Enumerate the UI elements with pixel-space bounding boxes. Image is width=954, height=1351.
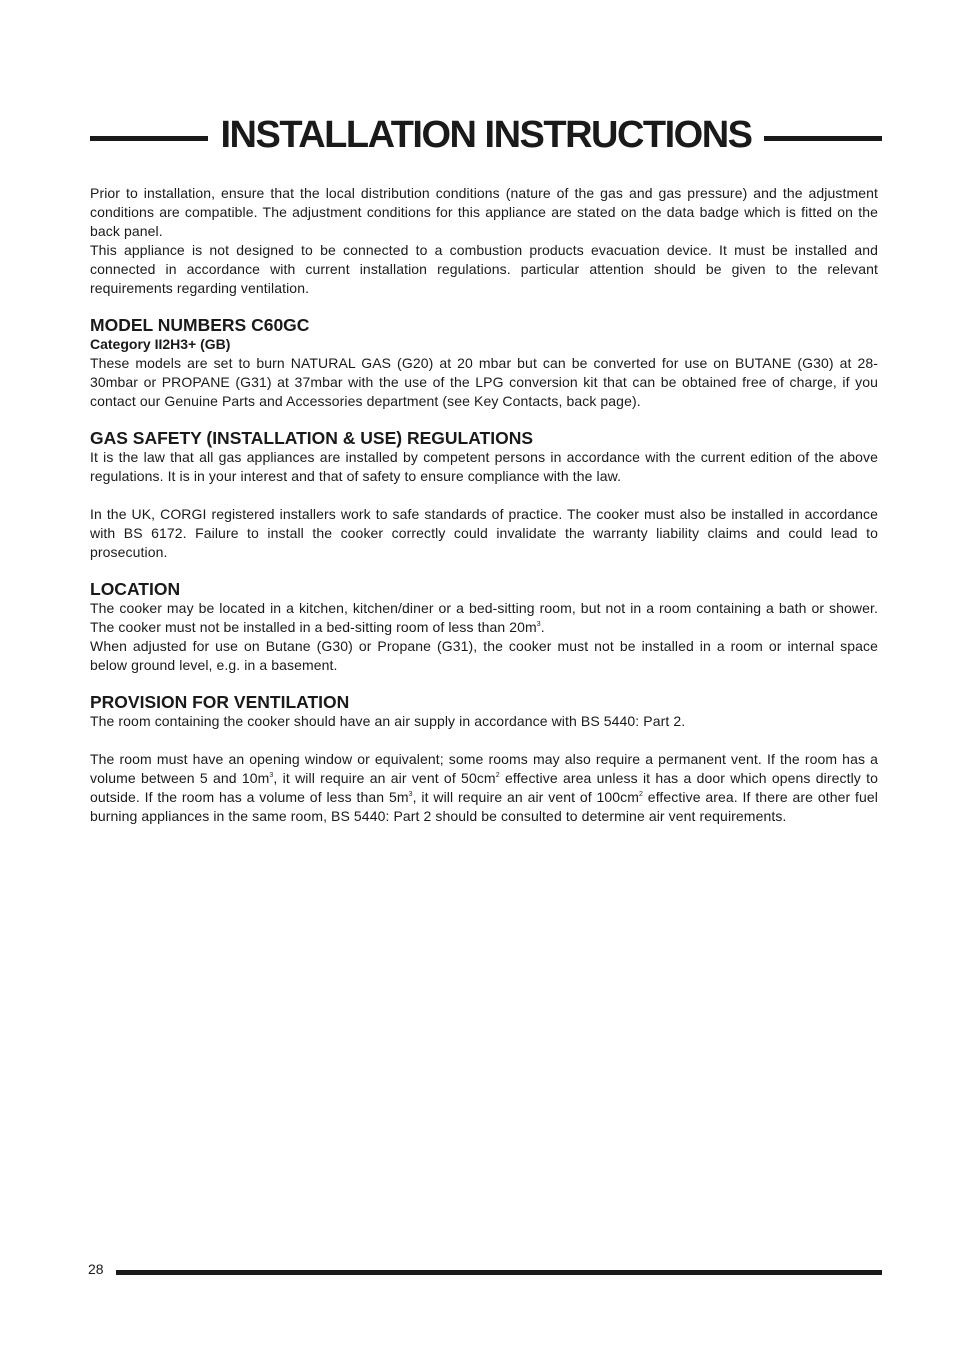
ventilation-paragraph-1: The room containing the cooker should have an air supply in accordance with BS 5440: Part 2. [90, 713, 686, 729]
document-body [90, 184, 878, 826]
model-paragraph: These models are set to burn NATURAL GAS (G20) at 20 mbar but can be converted for use on BUTANE (G30) at 28-30mbar or PROPANE (G31) at 37mbar with the use of the LPG conversion kit that can be obtained free of charge, if you contact our Genuine Parts and Accessories department (see Key Contacts, back page). [90, 355, 878, 409]
page-title: INSTALLATION INSTRUCTIONS [220, 114, 752, 156]
footer-rule [116, 1270, 882, 1275]
model-heading: MODEL NUMBERS C60GC [90, 315, 310, 335]
gas-safety-paragraph-1: It is the law that all gas appliances are installed by competent persons in accordance with the current edition of the above regulations. It is in your interest and that of safety to ensure compliance with the law. [90, 449, 878, 484]
header-rule-left [90, 136, 208, 141]
paragraph-gap [90, 731, 878, 750]
location-heading: LOCATION [90, 579, 181, 599]
ventilation-paragraph-2: The room must have an opening window or equivalent; some rooms may also require a permanent vent. If the room has a volume between 5 and $10m^3$, it will require an air vent of $50cm^2$ effective area unless it has a door which opens directly to outside. If the room has a volume of less than $5m^3$, it will require an air vent of $100cm^2$ effective area. If there are other fuel burning appliances in the same room, BS 5440: Part 2 should be consulted to determine air vent requirements. [90, 751, 879, 824]
ventilation-heading: PROVISION FOR VENTILATION [90, 692, 350, 712]
page-number: 28 [88, 1261, 104, 1277]
intro-paragraph-1: Prior to installation, ensure that the local distribution conditions (nature of the gas and gas pressure) and the adjustment conditions are compatible. The adjustment conditions for this appliance are stated on the data badge which is fitted on the back panel. [90, 185, 878, 239]
header-rule-right [764, 136, 882, 141]
gas-safety-heading: GAS SAFETY (INSTALLATION & USE) REGULATIONS [90, 428, 534, 448]
location-paragraph-2: When adjusted for use on Butane (G30) or Propane (G31), the cooker must not be installed in a room or internal space below ground level, e.g. in a basement. [90, 638, 878, 673]
intro-paragraph-2: This appliance is not designed to be connected to a combustion products evacuation device. It must be installed and connected in accordance with current installation regulations. particular attention should be given to the relevant requirements regarding ventilation. [90, 242, 878, 296]
page-footer [88, 1259, 882, 1279]
location-paragraph-1: The cooker may be located in a kitchen, kitchen/diner or a bed-sitting room, but not in a room containing a bath or shower. The cooker must not be installed in a bed-sitting room of less than $20m^3$. [90, 600, 878, 635]
page-header [90, 112, 882, 158]
gas-safety-paragraph-2: In the UK, CORGI registered installers work to safe standards of practice. The cooker must also be installed in accordance with BS 6172. Failure to install the cooker correctly could invalidate the warranty liability claims and could lead to prosecution. [90, 506, 878, 560]
model-category: Category II2H3+ (GB) [90, 336, 231, 352]
paragraph-gap [90, 486, 878, 505]
